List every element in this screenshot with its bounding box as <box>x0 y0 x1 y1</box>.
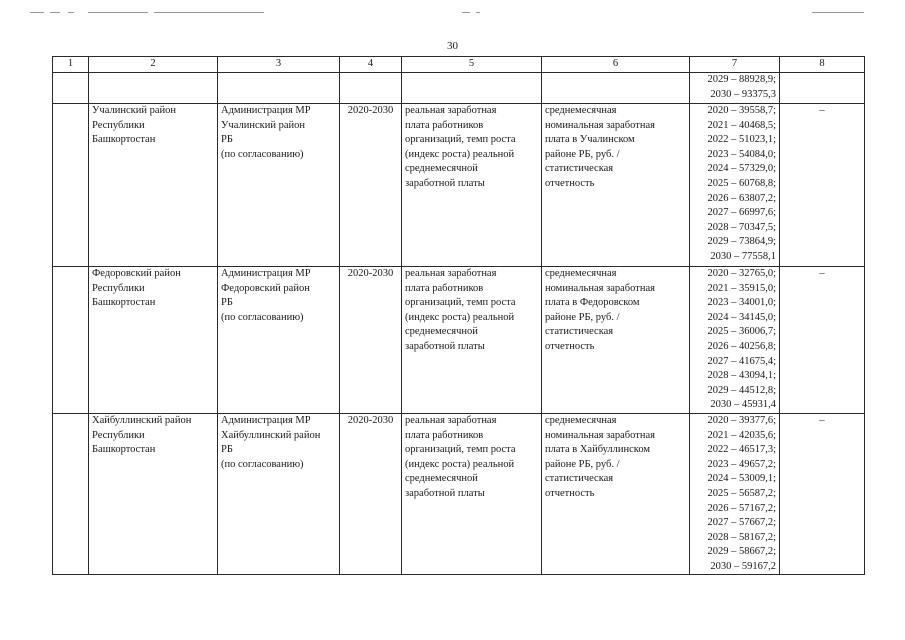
indicator-cell: реальная заработная плата работников организаций, темп роста (индекс роста) реальной среднемесячной заработной платы <box>402 267 542 414</box>
table-cell <box>218 73 340 104</box>
value-line: 2028 – 43094,1; <box>707 370 776 382</box>
period-cell: 2020-2030 <box>340 413 402 575</box>
value-line: 2022 – 46517,3; <box>707 444 776 456</box>
table-cell <box>402 73 542 104</box>
table-cell <box>780 73 865 104</box>
header-cell: 7 <box>690 57 780 73</box>
value-line: 2024 – 34145,0; <box>707 311 776 323</box>
values-cell <box>690 104 780 267</box>
value-line: 2023 – 54084,0; <box>707 148 776 160</box>
value-line: 2025 – 60768,8; <box>707 177 776 189</box>
region-cell: Учалинский район Республики Башкортостан <box>89 104 218 267</box>
value-line: 2023 – 49657,2; <box>707 458 776 470</box>
table-cell <box>53 73 89 104</box>
value-line: 2029 – 88928,9; <box>707 74 776 85</box>
value-line: 2030 – 59167,2 <box>710 560 776 572</box>
region-cell: Хайбуллинский район Республики Башкортостан <box>89 413 218 575</box>
value-line: 2026 – 40256,8; <box>707 340 776 352</box>
value-line: 2024 – 57329,0; <box>707 163 776 175</box>
value-line: 2020 – 39377,6; <box>707 414 776 426</box>
indicator-cell: реальная заработная плата работников организаций, темп роста (индекс роста) реальной среднемесячной заработной платы <box>402 104 542 267</box>
header-cell: 5 <box>402 57 542 73</box>
header-cell: 4 <box>340 57 402 73</box>
value-line: 2020 – 32765,0; <box>707 268 776 279</box>
value-line: 2027 – 66997,6; <box>707 207 776 219</box>
value-line: 2029 – 73864,9; <box>707 236 776 248</box>
header-cell: 1 <box>53 57 89 73</box>
table-row <box>53 104 865 267</box>
note-cell: – <box>780 104 865 267</box>
value-line: 2028 – 70347,5; <box>707 221 776 233</box>
header-cell: 3 <box>218 57 340 73</box>
value-line: 2026 – 63807,2; <box>707 192 776 204</box>
value-line: 2029 – 44512,8; <box>707 384 776 396</box>
note-cell: – <box>780 267 865 414</box>
row-number-cell <box>53 267 89 414</box>
unit-cell: среднемесячная номинальная заработная плата в Федоровском районе РБ, руб. / статистическая отчетность <box>542 267 690 414</box>
value-line: 2028 – 58167,2; <box>707 531 776 543</box>
unit-cell: среднемесячная номинальная заработная плата в Хайбуллинском районе РБ, руб. / статистическая отчетность <box>542 413 690 575</box>
value-line: 2021 – 35915,0; <box>707 282 776 294</box>
region-cell: Федоровский район Республики Башкортостан <box>89 267 218 414</box>
note-cell: – <box>780 413 865 575</box>
value-line: 2030 – 93375,3 <box>710 88 776 100</box>
executor-cell: Администрация МР Учалинский район РБ (по согласованию) <box>218 104 340 267</box>
value-line: 2024 – 53009,1; <box>707 473 776 485</box>
table-row <box>53 413 865 575</box>
executor-cell: Администрация МР Федоровский район РБ (по согласованию) <box>218 267 340 414</box>
value-line: 2030 – 45931,4 <box>710 399 776 411</box>
value-line: 2021 – 42035,6; <box>707 429 776 441</box>
value-line: 2022 – 51023,1; <box>707 134 776 146</box>
value-line: 2025 – 36006,7; <box>707 326 776 338</box>
values-cell <box>690 413 780 575</box>
unit-cell: среднемесячная номинальная заработная плата в Учалинском районе РБ, руб. / статистическая отчетность <box>542 104 690 267</box>
value-line: 2027 – 41675,4; <box>707 355 776 367</box>
value-line: 2030 – 77558,1 <box>710 250 776 262</box>
value-line: 2027 – 57667,2; <box>707 517 776 529</box>
period-cell: 2020-2030 <box>340 104 402 267</box>
row-number-cell <box>53 413 89 575</box>
executor-cell: Администрация МР Хайбуллинский район РБ (по согласованию) <box>218 413 340 575</box>
value-line: 2025 – 56587,2; <box>707 487 776 499</box>
header-cell: 2 <box>89 57 218 73</box>
values-cell <box>690 73 780 104</box>
values-cell <box>690 267 780 414</box>
value-line: 2029 – 58667,2; <box>707 546 776 558</box>
indicator-cell: реальная заработная плата работников организаций, темп роста (индекс роста) реальной среднемесячной заработной платы <box>402 413 542 575</box>
continuation-row <box>53 73 865 104</box>
header-cell: 8 <box>780 57 865 73</box>
header-row <box>53 57 865 73</box>
value-line: 2021 – 40468,5; <box>707 119 776 131</box>
scan-artifact-lines <box>30 12 875 16</box>
value-line: 2023 – 34001,0; <box>707 297 776 309</box>
table-cell <box>340 73 402 104</box>
data-table <box>52 56 865 575</box>
value-line: 2026 – 57167,2; <box>707 502 776 514</box>
table-cell <box>89 73 218 104</box>
value-line: 2020 – 39558,7; <box>707 105 776 116</box>
period-cell: 2020-2030 <box>340 267 402 414</box>
header-cell: 6 <box>542 57 690 73</box>
page-number: 30 <box>447 40 458 52</box>
row-number-cell <box>53 104 89 267</box>
table-row <box>53 267 865 414</box>
table-cell <box>542 73 690 104</box>
